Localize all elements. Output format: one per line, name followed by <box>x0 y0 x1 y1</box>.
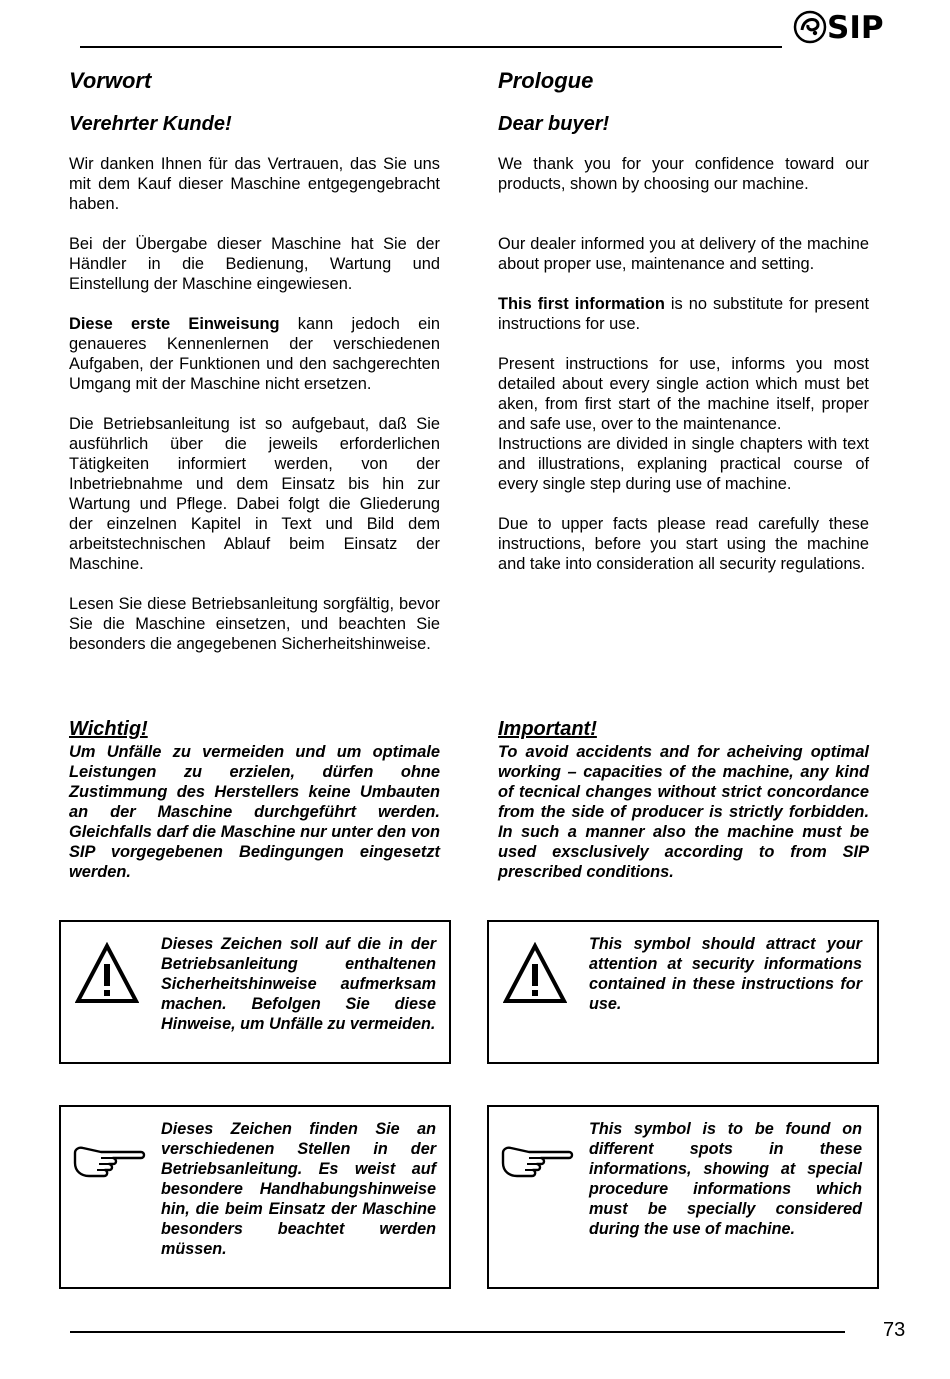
paragraph-de-5: Lesen Sie diese Betriebsanleitung sorgfältig, bevor Sie die Maschine einsetzen, und beachten Sie besonders die angegebenen Sicherheitshinweise. <box>69 595 440 653</box>
paragraph-en-3-rest: is no substitute for present instructions for use. <box>498 295 869 333</box>
paragraph-en-5: Due to upper facts please read carefully these instructions, before you start using the machine and take into consideration all security regulations. <box>498 515 869 573</box>
paragraph-en-3 <box>498 294 869 334</box>
pointing-hand-icon <box>499 1143 575 1183</box>
paragraph-en-4b: Instructions are divided in single chapters with text and illustrations, explaning practical course of every single step during use of machine. <box>498 435 869 493</box>
hand-box-en <box>487 1105 879 1289</box>
important-title-de: Wichtig! <box>69 718 148 740</box>
paragraph-de-3-rest: kann jedoch ein genaueres Kennenlernen der verschiedenen Aufgaben, der Funktionen und den sachgerechten Umgang mit der Maschine nicht ersetzen. <box>69 315 440 393</box>
hand-box-de <box>59 1105 451 1289</box>
sip-logo <box>793 8 893 48</box>
paragraph-de-1: Wir danken Ihnen für das Vertrauen, das Sie uns mit dem Kauf dieser Maschine entgegengebracht haben. <box>69 155 440 213</box>
paragraph-en-3-bold: This first information <box>498 295 665 313</box>
paragraph-de-2: Bei der Übergabe dieser Maschine hat Sie der Händler in die Bedienung, Wartung und Einstellung der Maschine eingewiesen. <box>69 235 440 293</box>
warning-triangle-icon <box>503 942 567 1004</box>
greeting-de: Verehrter Kunde! <box>69 113 232 135</box>
paragraph-de-4: Die Betriebsanleitung ist so aufgebaut, daß Sie ausführlich über die jeweils erforderlichen Tätigkeiten informiert werden, von der Inbetriebnahme und dem Einsatz bis hin zur Wartung und Pflege. Dabei folgt die Gliederung der einzelnen Kapitel in Text und Bild dem arbeitstechnischen Ablauf beim Einsatz der Maschine. <box>69 415 440 573</box>
paragraph-en-1: We thank you for your confidence toward our products, shown by choosing our machine. <box>498 155 869 193</box>
header-rule <box>80 46 782 48</box>
warning-box-de <box>59 920 451 1064</box>
hand-text-de: Dieses Zeichen finden Sie an verschiedenen Stellen in der Betriebsanleitung. Es weist auf besondere Handhabungshinweise hin, die beim Einsatz der Maschine besonders beachtet werden müssen. <box>161 1120 436 1258</box>
hand-text-en: This symbol is to be found on different spots in these informations, showing at special procedure informations which must be specially considered during the use of machine. <box>589 1120 862 1238</box>
paragraph-en-4: Present instructions for use, informs you most detailed about every single action which must bet aken, from first start of the machine itself, proper and safe use, over to the maintenance. <box>498 355 869 433</box>
footer-rule <box>70 1331 845 1333</box>
warning-text-en: This symbol should attract your attention at security informations contained in these instructions for use. <box>589 935 862 1013</box>
paragraph-de-3 <box>69 314 440 394</box>
page-number: 73 <box>883 1319 906 1341</box>
section-title-vorwort: Vorwort <box>69 68 152 93</box>
important-de <box>69 716 440 882</box>
paragraph-de-3-bold: Diese erste Einweisung <box>69 315 280 333</box>
important-text-de: Um Unfälle zu vermeiden und um optimale Leistungen zu erzielen, dürfen ohne Zustimmung des Herstellers keine Umbauten an der Maschine durchgeführt werden. Gleichfalls darf die Maschine nur unter den von SIP vorgegebenen Bedingungen eingesetzt werden. <box>69 743 440 881</box>
logo-text: SIP <box>827 10 884 46</box>
paragraph-en-2: Our dealer informed you at delivery of the machine about proper use, maintenance and setting. <box>498 235 869 273</box>
greeting-en: Dear buyer! <box>498 113 610 135</box>
german-column <box>69 66 440 654</box>
warning-box-en <box>487 920 879 1064</box>
important-title-en: Important! <box>498 718 597 740</box>
english-column <box>498 66 869 574</box>
pointing-hand-icon <box>71 1143 147 1183</box>
section-title-prologue: Prologue <box>498 68 594 93</box>
important-text-en: To avoid accidents and for acheiving optimal working – capacities of the machine, any kind of tecnical changes without strict concordance from the side of producer is strictly forbidden. In such a manner also the machine must be used exsclusively according to from SIP prescribed conditions. <box>498 743 869 881</box>
warning-text-de: Dieses Zeichen soll auf die in der Betriebsanleitung enthaltenen Sicherheitshinweise aufmerksam machen. Befolgen Sie diese Hinweise, um Unfälle zu vermeiden. <box>161 935 436 1033</box>
important-en <box>498 716 869 882</box>
sip-logo-icon <box>793 10 827 44</box>
warning-triangle-icon <box>75 942 139 1004</box>
